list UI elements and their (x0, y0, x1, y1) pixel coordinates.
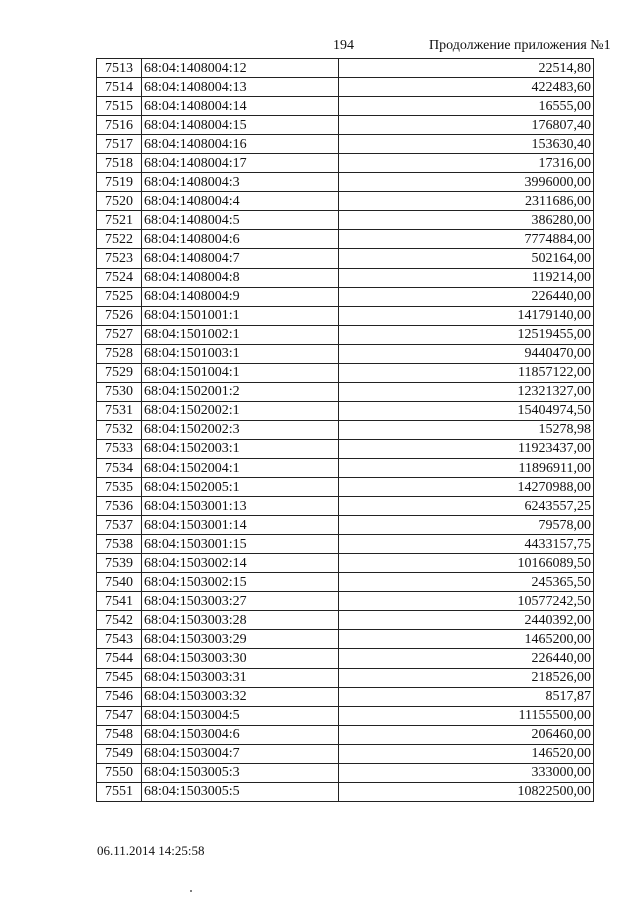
row-number: 7536 (97, 497, 142, 516)
table-row (97, 782, 594, 801)
cadastral-value: 10822500,00 (339, 782, 594, 801)
table-row (97, 116, 594, 135)
table-body (97, 59, 594, 802)
cadastral-number: 68:04:1503004:7 (142, 744, 339, 763)
table-row (97, 287, 594, 306)
table-row (97, 725, 594, 744)
cadastral-value: 7774884,00 (339, 230, 594, 249)
cadastral-value: 16555,00 (339, 97, 594, 116)
cadastral-number: 68:04:1503001:14 (142, 516, 339, 535)
row-number: 7535 (97, 478, 142, 497)
table-row (97, 592, 594, 611)
table-row (97, 249, 594, 268)
row-number: 7541 (97, 592, 142, 611)
table-row (97, 744, 594, 763)
row-number: 7533 (97, 439, 142, 458)
cadastral-value: 11896911,00 (339, 458, 594, 477)
cadastral-value: 3996000,00 (339, 173, 594, 192)
cadastral-value: 15404974,50 (339, 401, 594, 420)
cadastral-value: 14179140,00 (339, 306, 594, 325)
table-row (97, 363, 594, 382)
row-number: 7543 (97, 630, 142, 649)
cadastral-value: 386280,00 (339, 211, 594, 230)
row-number: 7515 (97, 97, 142, 116)
cadastral-number: 68:04:1502002:3 (142, 420, 339, 439)
row-number: 7549 (97, 744, 142, 763)
cadastral-value: 79578,00 (339, 516, 594, 535)
cadastral-value: 11923437,00 (339, 439, 594, 458)
table-row (97, 497, 594, 516)
row-number: 7547 (97, 706, 142, 725)
table-row (97, 173, 594, 192)
cadastral-value: 119214,00 (339, 268, 594, 287)
cadastral-value: 8517,87 (339, 687, 594, 706)
cadastral-number: 68:04:1408004:5 (142, 211, 339, 230)
cadastral-number: 68:04:1408004:13 (142, 78, 339, 97)
cadastral-value: 146520,00 (339, 744, 594, 763)
table-row (97, 211, 594, 230)
table-row (97, 401, 594, 420)
cadastral-value: 206460,00 (339, 725, 594, 744)
cadastral-value: 12519455,00 (339, 325, 594, 344)
row-number: 7527 (97, 325, 142, 344)
row-number: 7550 (97, 763, 142, 782)
cadastral-number: 68:04:1502001:2 (142, 382, 339, 401)
table-row (97, 439, 594, 458)
cadastral-value: 422483,60 (339, 78, 594, 97)
cadastral-number: 68:04:1501002:1 (142, 325, 339, 344)
row-number: 7523 (97, 249, 142, 268)
cadastral-number: 68:04:1503003:29 (142, 630, 339, 649)
cadastral-value: 245365,50 (339, 573, 594, 592)
cadastral-value: 2440392,00 (339, 611, 594, 630)
table-row (97, 344, 594, 363)
table-row (97, 668, 594, 687)
cadastral-value: 12321327,00 (339, 382, 594, 401)
row-number: 7525 (97, 287, 142, 306)
cadastral-number: 68:04:1503004:6 (142, 725, 339, 744)
cadastral-value: 218526,00 (339, 668, 594, 687)
row-number: 7516 (97, 116, 142, 135)
cadastral-number: 68:04:1503003:32 (142, 687, 339, 706)
cadastral-number: 68:04:1503001:15 (142, 535, 339, 554)
cadastral-number: 68:04:1408004:12 (142, 59, 339, 78)
continuation-title: Продолжение приложения №1 (429, 38, 611, 53)
cadastral-value: 17316,00 (339, 154, 594, 173)
table-row (97, 763, 594, 782)
table-row (97, 230, 594, 249)
cadastral-number: 68:04:1502003:1 (142, 439, 339, 458)
row-number: 7534 (97, 458, 142, 477)
row-number: 7530 (97, 382, 142, 401)
row-number: 7514 (97, 78, 142, 97)
cadastral-value: 10577242,50 (339, 592, 594, 611)
row-number: 7521 (97, 211, 142, 230)
row-number: 7520 (97, 192, 142, 211)
cadastral-number: 68:04:1408004:16 (142, 135, 339, 154)
cadastral-value: 1465200,00 (339, 630, 594, 649)
table-row (97, 59, 594, 78)
cadastral-number: 68:04:1408004:15 (142, 116, 339, 135)
cadastral-number: 68:04:1501001:1 (142, 306, 339, 325)
page-number: 194 (333, 38, 354, 53)
cadastral-value: 333000,00 (339, 763, 594, 782)
row-number: 7513 (97, 59, 142, 78)
table-row (97, 382, 594, 401)
table-row (97, 706, 594, 725)
table-row (97, 325, 594, 344)
table-row (97, 554, 594, 573)
scan-speck (190, 890, 192, 892)
table-row (97, 630, 594, 649)
row-number: 7519 (97, 173, 142, 192)
table-row (97, 611, 594, 630)
cadastral-number: 68:04:1502002:1 (142, 401, 339, 420)
table-row (97, 268, 594, 287)
table-row (97, 687, 594, 706)
cadastral-number: 68:04:1408004:3 (142, 173, 339, 192)
cadastral-number: 68:04:1408004:14 (142, 97, 339, 116)
cadastral-value: 14270988,00 (339, 478, 594, 497)
cadastral-value: 11155500,00 (339, 706, 594, 725)
cadastral-number: 68:04:1408004:7 (142, 249, 339, 268)
cadastral-value-table (96, 58, 594, 802)
cadastral-value: 502164,00 (339, 249, 594, 268)
cadastral-value: 226440,00 (339, 649, 594, 668)
row-number: 7551 (97, 782, 142, 801)
table-row (97, 573, 594, 592)
row-number: 7526 (97, 306, 142, 325)
row-number: 7545 (97, 668, 142, 687)
print-timestamp: 06.11.2014 14:25:58 (97, 843, 205, 858)
cadastral-number: 68:04:1503002:14 (142, 554, 339, 573)
cadastral-number: 68:04:1408004:6 (142, 230, 339, 249)
cadastral-value: 9440470,00 (339, 344, 594, 363)
cadastral-number: 68:04:1503005:5 (142, 782, 339, 801)
cadastral-value: 22514,80 (339, 59, 594, 78)
cadastral-value: 2311686,00 (339, 192, 594, 211)
table-row (97, 478, 594, 497)
cadastral-value: 176807,40 (339, 116, 594, 135)
cadastral-value: 15278,98 (339, 420, 594, 439)
table-row (97, 306, 594, 325)
row-number: 7524 (97, 268, 142, 287)
row-number: 7522 (97, 230, 142, 249)
table-row (97, 516, 594, 535)
cadastral-number: 68:04:1503001:13 (142, 497, 339, 516)
row-number: 7517 (97, 135, 142, 154)
row-number: 7546 (97, 687, 142, 706)
cadastral-number: 68:04:1501003:1 (142, 344, 339, 363)
row-number: 7548 (97, 725, 142, 744)
row-number: 7539 (97, 554, 142, 573)
cadastral-number: 68:04:1502004:1 (142, 458, 339, 477)
cadastral-number: 68:04:1408004:17 (142, 154, 339, 173)
cadastral-value: 4433157,75 (339, 535, 594, 554)
cadastral-number: 68:04:1503003:28 (142, 611, 339, 630)
row-number: 7528 (97, 344, 142, 363)
cadastral-number: 68:04:1503003:30 (142, 649, 339, 668)
table-row (97, 458, 594, 477)
row-number: 7532 (97, 420, 142, 439)
table-row (97, 535, 594, 554)
row-number: 7542 (97, 611, 142, 630)
cadastral-value: 11857122,00 (339, 363, 594, 382)
row-number: 7529 (97, 363, 142, 382)
cadastral-number: 68:04:1501004:1 (142, 363, 339, 382)
table-row (97, 78, 594, 97)
cadastral-number: 68:04:1503003:27 (142, 592, 339, 611)
table-row (97, 420, 594, 439)
cadastral-number: 68:04:1503003:31 (142, 668, 339, 687)
table-row (97, 97, 594, 116)
cadastral-number: 68:04:1503005:3 (142, 763, 339, 782)
row-number: 7537 (97, 516, 142, 535)
table-row (97, 154, 594, 173)
row-number: 7538 (97, 535, 142, 554)
cadastral-number: 68:04:1503002:15 (142, 573, 339, 592)
row-number: 7531 (97, 401, 142, 420)
cadastral-number: 68:04:1502005:1 (142, 478, 339, 497)
cadastral-value: 226440,00 (339, 287, 594, 306)
cadastral-number: 68:04:1408004:4 (142, 192, 339, 211)
cadastral-number: 68:04:1503004:5 (142, 706, 339, 725)
table-row (97, 135, 594, 154)
cadastral-number: 68:04:1408004:8 (142, 268, 339, 287)
table-row (97, 649, 594, 668)
cadastral-value: 6243557,25 (339, 497, 594, 516)
table-row (97, 192, 594, 211)
cadastral-value: 10166089,50 (339, 554, 594, 573)
row-number: 7544 (97, 649, 142, 668)
cadastral-number: 68:04:1408004:9 (142, 287, 339, 306)
row-number: 7540 (97, 573, 142, 592)
row-number: 7518 (97, 154, 142, 173)
cadastral-value: 153630,40 (339, 135, 594, 154)
